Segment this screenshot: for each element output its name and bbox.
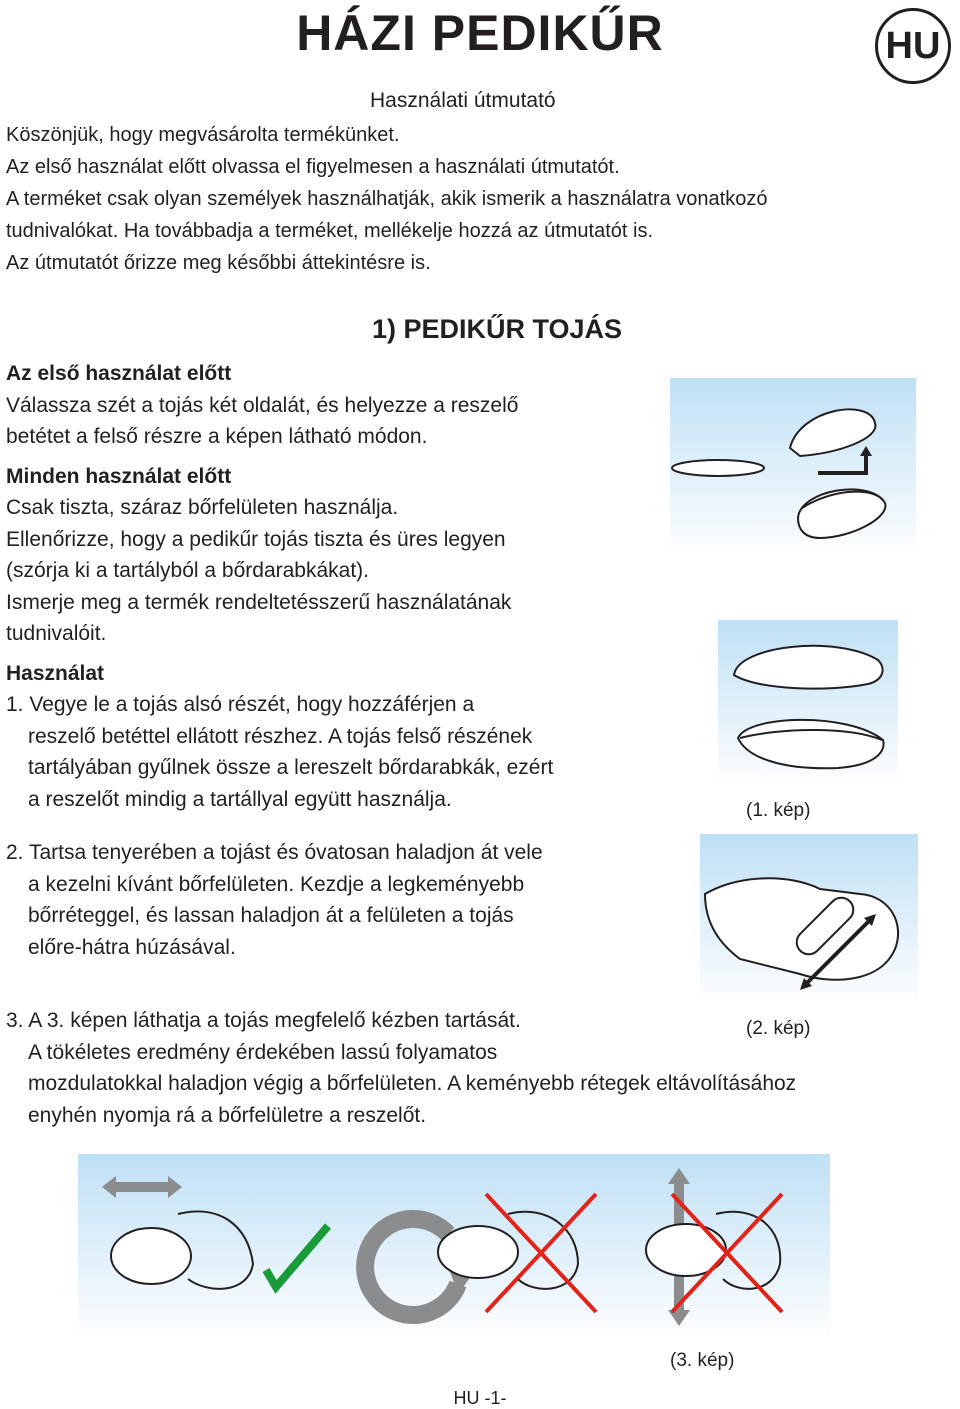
intro-paragraph xyxy=(6,119,767,279)
step-3-line: enyhén nyomja rá a bőrfelületre a reszelőt. xyxy=(28,1103,427,1127)
hand-holding-egg-illustration xyxy=(700,834,918,1006)
document-subtitle: Használati útmutató xyxy=(370,89,556,112)
figure-3-panel xyxy=(78,1154,830,1342)
intro-line: A terméket csak olyan személyek használhatják, akik ismerik a használatra vonatkozó xyxy=(6,188,768,210)
page-footer: HU -1- xyxy=(453,1388,507,1408)
step-2-line: a kezelni kívánt bőrfelületen. Kezdje a legkeményebb xyxy=(28,872,525,896)
usage-heading: Használat xyxy=(6,661,105,685)
text-line: tudnivalóit. xyxy=(6,622,107,645)
intro-line: tudnivalókat. Ha továbbadja a terméket, mellékelje hozzá az útmutatót is. xyxy=(6,220,654,242)
page-title: HÁZI PEDIKŰR xyxy=(296,5,664,61)
egg-assembly-illustration xyxy=(670,378,916,558)
holding-technique-illustration xyxy=(78,1154,830,1342)
step-1-line: 1. Vegye le a tojás alsó részét, hogy hozzáférjen a xyxy=(6,693,475,716)
each-use-heading: Minden használat előtt xyxy=(6,464,232,488)
egg-halves-illustration xyxy=(718,620,898,788)
step-3-line: 3. A 3. képen láthatja a tojás megfelelő kézben tartását. xyxy=(6,1009,521,1032)
figure-1-top-panel xyxy=(670,378,916,558)
figure-1-caption: (1. kép) xyxy=(746,800,811,821)
text-line: (szórja ki a tartályból a bőrdarabkákat). xyxy=(6,559,369,582)
step-1-line: reszelő betéttel ellátott részhez. A tojás felső részének xyxy=(28,724,533,748)
step-3-line: A tökéletes eredmény érdekében lassú folyamatos xyxy=(28,1040,498,1064)
step-2-line: 2. Tartsa tenyerében a tojást és óvatosan haladjon át vele xyxy=(6,841,543,864)
language-badge: HU xyxy=(875,8,951,84)
step-2-line: előre-hátra húzásával. xyxy=(28,935,236,959)
text-line: Csak tiszta, száraz bőrfelületen használja. xyxy=(6,496,399,519)
step-1-line: tartályában gyűlnek össze a lereszelt bőrdarabkák, ezért xyxy=(28,756,554,779)
instructions-body xyxy=(6,358,666,963)
figure-2-panel xyxy=(700,834,918,1006)
text-line: Válassza szét a tojás két oldalát, és helyezze a reszelő xyxy=(6,393,519,417)
step-3-line: mozdulatokkal haladjon végig a bőrfelületen. A keményebb rétegek eltávolításához xyxy=(28,1072,797,1095)
intro-line: Köszönjük, hogy megvásárolta termékünket. xyxy=(6,124,400,146)
text-line: Ellenőrizze, hogy a pedikűr tojás tiszta és üres legyen xyxy=(6,527,506,551)
first-use-heading: Az első használat előtt xyxy=(6,362,232,385)
text-line: Ismerje meg a termék rendeltetésszerű használatának xyxy=(6,590,512,614)
step-1-line: a reszelőt mindig a tartállyal együtt használja. xyxy=(28,787,452,811)
intro-line: Az első használat előtt olvassa el figyelmesen a használati útmutatót. xyxy=(6,156,620,178)
figure-1-bottom-panel xyxy=(718,620,898,788)
figure-3-caption: (3. kép) xyxy=(670,1350,735,1371)
figure-2-caption: (2. kép) xyxy=(746,1018,811,1039)
step-3-paragraph xyxy=(6,1005,796,1131)
section-title: 1) PEDIKŰR TOJÁS xyxy=(371,314,622,344)
intro-line: Az útmutatót őrizze meg későbbi áttekintésre is. xyxy=(6,252,431,274)
step-2-line: bőrréteggel, és lassan haladjon át a felületen a tojás xyxy=(28,904,514,927)
text-line: betétet a felső részre a képen látható módon. xyxy=(6,425,428,448)
